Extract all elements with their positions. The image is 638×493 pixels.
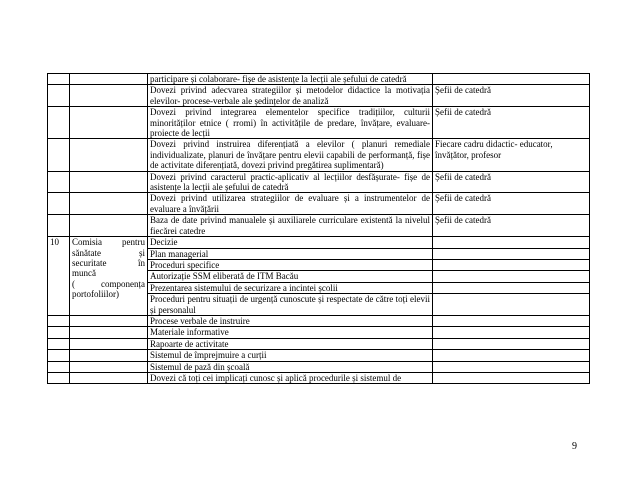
row-number-cell — [48, 107, 70, 139]
documents-cell: Autorizație SSM eliberată de ITM Bacău — [148, 271, 433, 282]
documents-cell: Dovezi privind caracterul practic-aplicativ al lecțiilor desfășurate- fișe de asistențe la lecții ale șefului de catedră — [148, 171, 433, 193]
responsible-cell — [433, 259, 590, 270]
documents-cell: Materiale informative — [148, 327, 433, 338]
responsible-cell — [433, 372, 590, 383]
responsible-cell — [433, 282, 590, 293]
area-line: muncă — [72, 268, 96, 279]
table-row — [48, 74, 590, 85]
documents-cell: Dovezi privind integrarea elementelor specifice tradițiilor, culturii minorităților etnice ( rromi) în activitățile de predare, învățare, evaluare- proiecte de lecții — [148, 107, 433, 139]
area-cell — [70, 107, 148, 139]
row-number-cell — [48, 361, 70, 372]
row-number-cell: 10 — [48, 237, 70, 316]
documents-cell: Procese verbale de instruire — [148, 315, 433, 326]
documents-cell: Dovezi privind instruirea diferențiată a elevilor ( planuri remediale individualizate, planuri de învățare pentru elevii capabili de performanță, fișe de activitate diferențiată, dovezi privind pregătirea suplimentară) — [148, 139, 433, 171]
area-line: Comisia pentru — [72, 237, 145, 248]
row-number-cell — [48, 85, 70, 107]
area-cell — [70, 215, 148, 237]
row-number-cell — [48, 372, 70, 383]
documents-cell: Dovezi privind utilizarea strategiilor de evaluare și a instrumentelor de evaluare a învățării — [148, 193, 433, 215]
documents-cell: Rapoarte de activitate — [148, 338, 433, 349]
table-row — [48, 338, 590, 349]
row-number-cell — [48, 338, 70, 349]
table-row — [48, 171, 590, 193]
area-cell — [70, 193, 148, 215]
responsible-cell — [433, 248, 590, 259]
area-cell — [70, 372, 148, 383]
table-row — [48, 361, 590, 372]
area-line: ( componența — [72, 278, 145, 289]
responsible-cell — [433, 338, 590, 349]
documents-cell: Proceduri specifice — [148, 259, 433, 270]
table-row — [48, 315, 590, 326]
area-line: portofoliilor) — [72, 289, 119, 300]
responsible-cell: Șefii de catedră — [433, 171, 590, 193]
responsible-cell: Șefii de catedră — [433, 107, 590, 139]
table-row — [48, 85, 590, 107]
responsible-cell: Șefii de catedră — [433, 193, 590, 215]
page-number: 9 — [572, 441, 577, 452]
responsible-cell — [433, 237, 590, 248]
responsible-cell — [433, 361, 590, 372]
document-table-body — [48, 74, 590, 384]
responsible-cell — [433, 294, 590, 316]
table-row — [48, 107, 590, 139]
row-number-cell — [48, 171, 70, 193]
responsible-cell: Fiecare cadru didactic- educator, învățător, profesor — [433, 139, 590, 171]
table-row — [48, 327, 590, 338]
table-row — [48, 215, 590, 237]
responsible-cell — [433, 350, 590, 361]
area-cell — [70, 139, 148, 171]
documents-cell: participare și colaborare- fișe de asistențe la lecții ale șefului de catedră — [148, 74, 433, 85]
responsible-cell — [433, 327, 590, 338]
responsible-cell: Șefii de catedră — [433, 215, 590, 237]
document-table — [47, 73, 590, 384]
area-line: sănătate și — [72, 247, 145, 258]
row-number-cell — [48, 315, 70, 326]
documents-cell: Dovezi privind adecvarea strategiilor și metodelor didactice la motivația elevilor- procese-verbale ale ședințelor de analiză — [148, 85, 433, 107]
row-number-cell — [48, 327, 70, 338]
area-line: securitate în — [72, 257, 145, 268]
documents-cell: Decizie — [148, 237, 433, 248]
responsible-cell — [433, 271, 590, 282]
responsible-cell: Șefii de catedră — [433, 85, 590, 107]
area-cell — [70, 85, 148, 107]
table-row — [48, 237, 590, 248]
area-cell — [70, 171, 148, 193]
documents-cell: Prezentarea sistemului de securizare a incintei școlii — [148, 282, 433, 293]
row-number-cell — [48, 350, 70, 361]
area-cell — [70, 338, 148, 349]
area-cell — [70, 361, 148, 372]
table-row — [48, 372, 590, 383]
documents-cell: Baza de date privind manualele și auxiliarele curriculare existentă la nivelul fiecărei catedre — [148, 215, 433, 237]
area-cell — [70, 327, 148, 338]
row-number-cell — [48, 215, 70, 237]
table-row — [48, 350, 590, 361]
documents-cell: Sistemul de pază din școală — [148, 361, 433, 372]
documents-cell: Proceduri pentru situații de urgență cunoscute și respectate de către toți elevii și personalul — [148, 294, 433, 316]
documents-cell: Sistemul de împrejmuire a curții — [148, 350, 433, 361]
area-cell — [70, 350, 148, 361]
row-number-cell — [48, 139, 70, 171]
row-number-cell — [48, 74, 70, 85]
row-number-cell — [48, 193, 70, 215]
responsible-cell — [433, 74, 590, 85]
table-row — [48, 139, 590, 171]
documents-cell: Plan managerial — [148, 248, 433, 259]
area-cell — [70, 237, 148, 316]
documents-cell: Dovezi că toți cei implicați cunosc și aplică procedurile și sistemul de — [148, 372, 433, 383]
responsible-cell — [433, 315, 590, 326]
area-cell — [70, 315, 148, 326]
area-cell — [70, 74, 148, 85]
table-row — [48, 193, 590, 215]
